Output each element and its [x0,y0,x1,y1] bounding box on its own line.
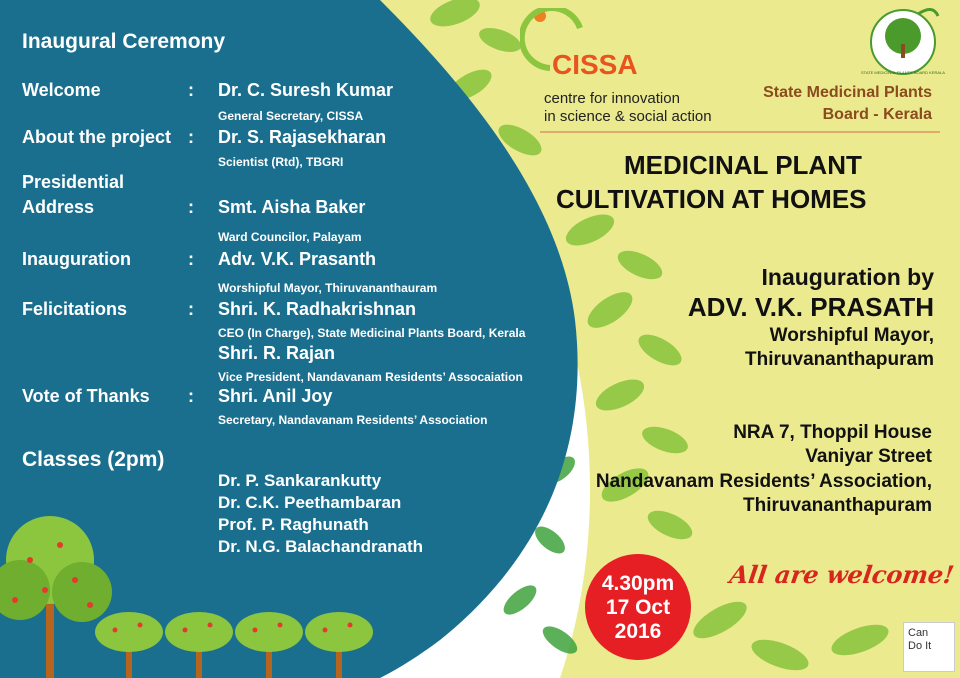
board-name-line1: State Medicinal Plants [763,84,932,101]
program-label-inauguration: Inauguration [22,249,131,269]
program-label-presidential-1: Presidential [22,172,125,192]
can-do-it-logo [903,622,955,672]
date-badge [585,554,691,660]
program-sub-presidential: Ward Councilor, Palayam [218,230,362,244]
venue-line4: Thiruvananthapuram [743,495,932,516]
program-colon: : [188,386,194,406]
program-label-welcome: Welcome [22,80,101,100]
classes-name: Dr. N.G. Balachandranath [218,537,423,556]
board-logo [858,4,948,84]
program-name-inauguration: Adv. V.K. Prasanth [218,249,377,269]
inauguration-role-1: Worshipful Mayor, [769,325,934,346]
inauguration-label: Inauguration by [761,264,934,290]
program-label-about: About the project [22,127,171,147]
inauguration-role-2: Thiruvananthapuram [745,349,934,370]
program-name-welcome: Dr. C. Suresh Kumar [218,80,394,100]
board-name-line2: Board - Kerala [822,106,932,123]
classes-name: Dr. C.K. Peethambaran [218,493,402,512]
program-sub-felicitations-1: CEO (In Charge), State Medicinal Plants Board, Kerala [218,326,526,340]
title-line2: CULTIVATION AT HOMES [556,184,867,214]
badge-time: 4.30pm [601,572,675,595]
inauguration-name: ADV. V.K. PRASATH [687,292,934,322]
program-sub-welcome: General Secretary, CISSA [218,109,364,123]
venue-line1: NRA 7, Thoppil House [733,422,932,443]
program-colon: : [188,249,194,269]
program-name-felicitations-1: Shri. K. Radhakrishnan [218,299,417,319]
cissa-tagline-1: centre for innovation [544,90,680,107]
venue-line2: Vaniyar Street [805,446,932,467]
program-colon: : [188,299,194,319]
program-name-felicitations-2: Shri. R. Rajan [218,343,336,363]
program-label-presidential-2: Address [22,197,95,217]
cissa-logo [520,8,720,128]
program-name-about: Dr. S. Rajasekharan [218,127,387,147]
classes-name: Prof. P. Raghunath [218,515,369,534]
cissa-wordmark: CISSA [552,49,638,80]
program-label-thanks: Vote of Thanks [22,386,150,406]
program-colon: : [188,127,194,147]
program-colon: : [188,197,194,217]
classes-heading: Classes (2pm) [22,448,165,471]
welcome-text: All are welcome! [727,560,956,589]
program-label-felicitations: Felicitations [22,299,128,319]
title-line1: MEDICINAL PLANT [624,150,862,180]
svg-text:STATE MEDICINAL PLANTS BOARD K: STATE MEDICINAL PLANTS BOARD KERALA [861,70,945,75]
program-colon: : [188,80,194,100]
program-sub-felicitations-2: Vice President, Nandavanam Residents’ Assocaiation [218,370,523,384]
badge-year: 2016 [614,620,662,643]
program-sub-about: Scientist (Rtd), TBGRI [218,155,344,169]
venue-line3: Nandavanam Residents’ Association, [595,471,932,492]
can-do-it-text: Can Do It [908,627,932,652]
program-sub-inauguration: Worshipful Mayor, Thiruvananthauram [218,281,438,295]
classes-name: Dr. P. Sankarankutty [218,471,382,490]
badge-date: 17 Oct [605,596,671,619]
program-heading: Inaugural Ceremony [22,30,226,53]
program-name-presidential: Smt. Aisha Baker [218,197,366,217]
program-sub-thanks: Secretary, Nandavanam Residents’ Association [218,413,488,427]
cissa-tagline-2: in science & social action [544,108,712,125]
program-name-thanks: Shri. Anil Joy [218,386,333,406]
